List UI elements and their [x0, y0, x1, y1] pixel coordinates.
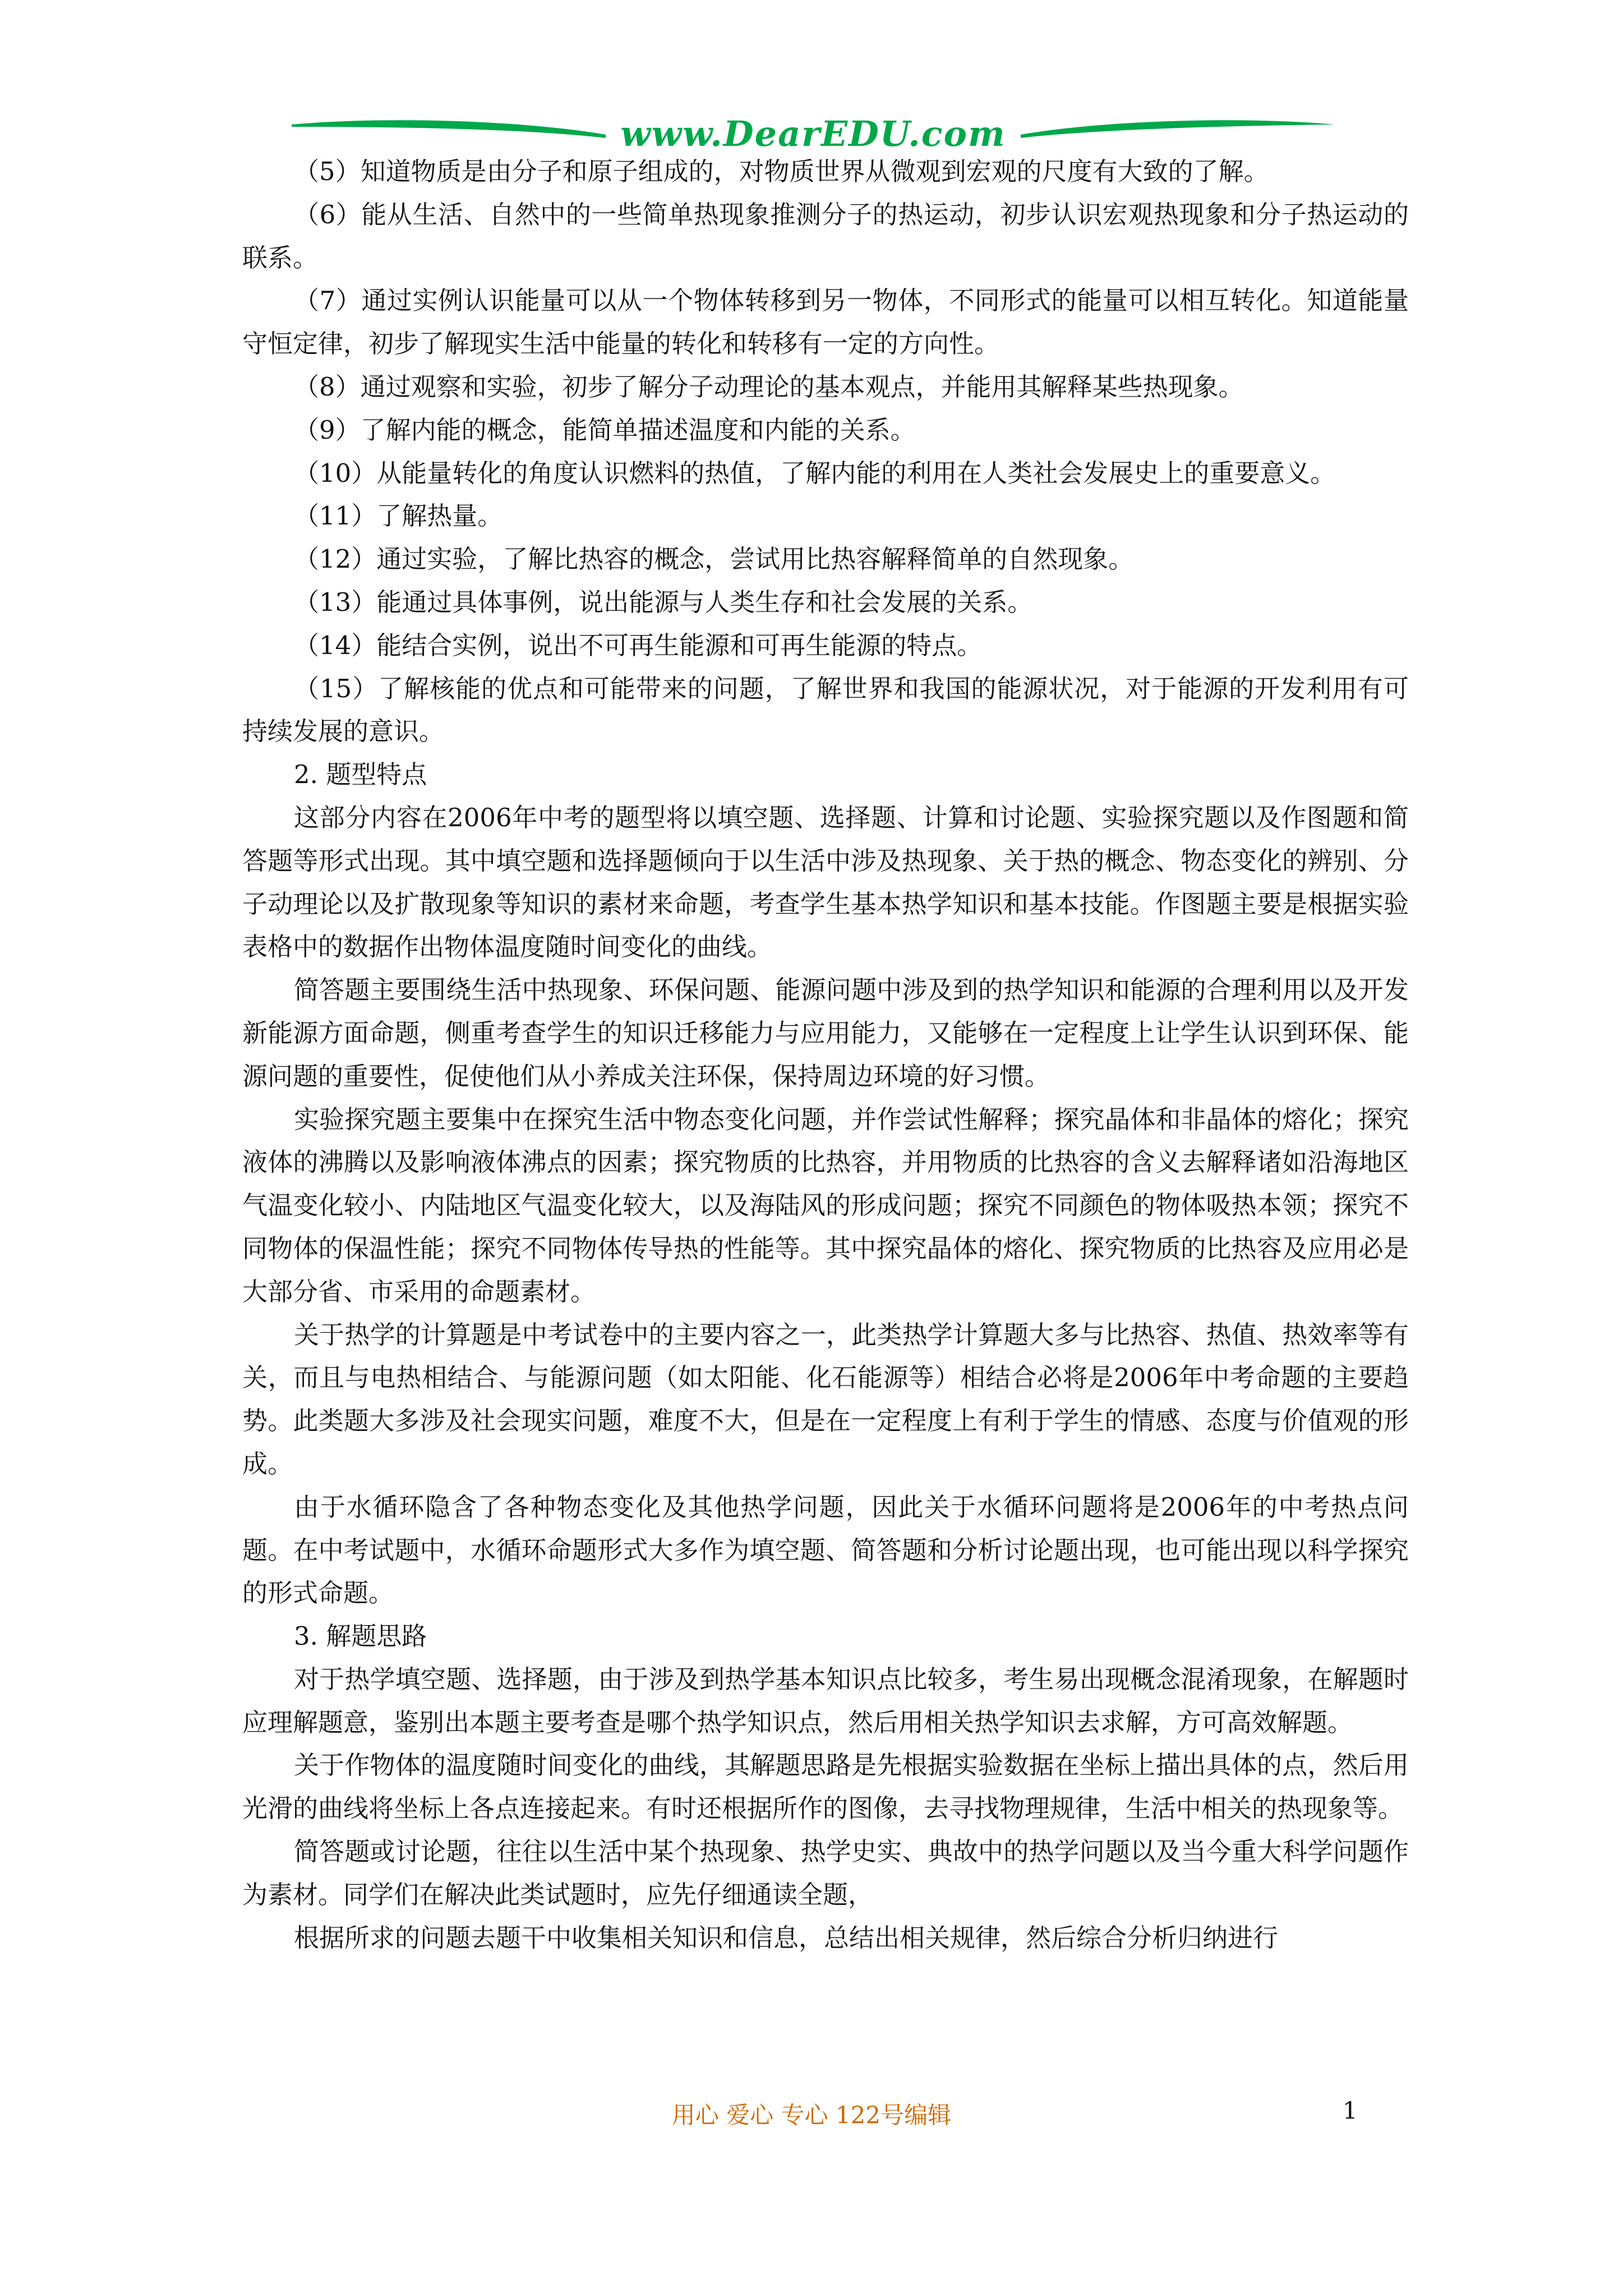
section-heading: 3. 解题思路 [294, 1621, 427, 1651]
paragraph: 关于热学的计算题是中考试卷中的主要内容之一，此类热学计算题大多与比热容、热值、热效率等有关，而且与电热相结合、与能源问题（如太阳能、化石能源等）相结合必将是2006年中考命题的主要趋势。此类题大多涉及社会现实问题，难度不大，但是在一定程度上有利于学生的情感、态度与价值观的形成。 [242, 1319, 1409, 1479]
paragraph: （13）能通过具体事例，说出能源与人类生存和社会发展的关系。 [294, 587, 1033, 617]
paragraph: 由于水循环隐含了各种物态变化及其他热学问题，因此关于水循环问题将是2006年的中考热点问题。在中考试题中，水循环命题形式大多作为填空题、简答题和分析讨论题出现，也可能出现以科学探究的形式命题。 [242, 1492, 1409, 1608]
paragraph: 根据所求的问题去题干中收集相关知识和信息，总结出相关规律，然后综合分析归纳进行 [294, 1922, 1279, 1953]
paragraph: （12）通过实验，了解比热容的概念，尝试用比热容解释简单的自然现象。 [294, 544, 1134, 574]
footer-text: 用心 爱心 专心 122号编辑 [671, 2101, 952, 2129]
paragraph: （5）知道物质是由分子和原子组成的，对物质世界从微观到宏观的尺度有大致的了解。 [294, 157, 1269, 186]
paragraph: （9）了解内能的概念，能简单描述温度和内能的关系。 [294, 415, 916, 445]
paragraph: 这部分内容在2006年中考的题型将以填空题、选择题、计算和讨论题、实验探究题以及作图题和简答题等形式出现。其中填空题和选择题倾向于以生活中涉及热现象、关于热的概念、物态变化的辨别、分子动理论以及扩散现象等知识的素材来命题，考查学生基本热学知识和基本技能。作图题主要是根据实验表格中的数据作出物体温度随时间变化的曲线。 [242, 802, 1409, 962]
paragraph: （10）从能量转化的角度认识燃料的热值，了解内能的利用在人类社会发展史上的重要意义。 [294, 458, 1336, 488]
paragraph: 对于热学填空题、选择题，由于涉及到热学基本知识点比较多，考生易出现概念混淆现象，在解题时应理解题意，鉴别出本题主要考查是哪个热学知识点，然后用相关热学知识去求解，方可高效解题。 [242, 1664, 1409, 1737]
paragraph: （8）通过观察和实验，初步了解分子动理论的基本观点，并能用其解释某些热现象。 [294, 371, 1244, 402]
section-heading: 2. 题型特点 [294, 760, 427, 790]
paragraph: 关于作物体的温度随时间变化的曲线，其解题思路是先根据实验数据在坐标上描出具体的点，然后用光滑的曲线将坐标上各点连接起来。有时还根据所作的图像，去寻找物理规律，生活中相关的热现象等。 [242, 1750, 1409, 1824]
page-footer [0, 2097, 1623, 2131]
site-logo-text: www.DearEDU.com [620, 113, 1006, 154]
paragraph: 实验探究题主要集中在探究生活中物态变化问题，并作尝试性解释；探究晶体和非晶体的熔化；探究液体的沸腾以及影响液体沸点的因素；探究物质的比热容，并用物质的比热容的含义去解释诸如沿海地区气温变化较小、内陆地区气温变化较大，以及海陆风的形成问题；探究不同颜色的物体吸热本领；探究不同物体的保温性能；探究不同物体传导热的性能等。其中探究晶体的熔化、探究物质的比热容及应用必是大部分省、市采用的命题素材。 [242, 1104, 1409, 1306]
paragraph: 简答题主要围绕生活中热现象、环保问题、能源问题中涉及到的热学知识和能源的合理利用以及开发新能源方面命题，侧重考查学生的知识迁移能力与应用能力，又能够在一定程度上让学生认识到环保、能源问题的重要性，促使他们从小养成关注环保，保持周边环境的好习惯。 [242, 975, 1409, 1091]
paragraph: 简答题或讨论题，往往以生活中某个热现象、热学史实、典故中的热学问题以及当今重大科学问题作为素材。同学们在解决此类试题时，应先仔细通读全题， [242, 1837, 1409, 1910]
paragraph: （11）了解热量。 [294, 501, 503, 531]
paragraph: （15）了解核能的优点和可能带来的问题，了解世界和我国的能源状况，对于能源的开发利用有可持续发展的意识。 [242, 673, 1409, 747]
document-body [242, 150, 1409, 1959]
paragraph: （7）通过实例认识能量可以从一个物体转移到另一物体，不同形式的能量可以相互转化。知道能量守恒定律，初步了解现实生活中能量的转化和转移有一定的方向性。 [242, 286, 1409, 359]
page-number: 1 [1343, 2097, 1358, 2124]
paragraph: （6）能从生活、自然中的一些简单热现象推测分子的热运动，初步认识宏观热现象和分子热运动的联系。 [242, 199, 1409, 273]
paragraph: （14）能结合实例，说出不可再生能源和可再生能源的特点。 [294, 630, 983, 660]
